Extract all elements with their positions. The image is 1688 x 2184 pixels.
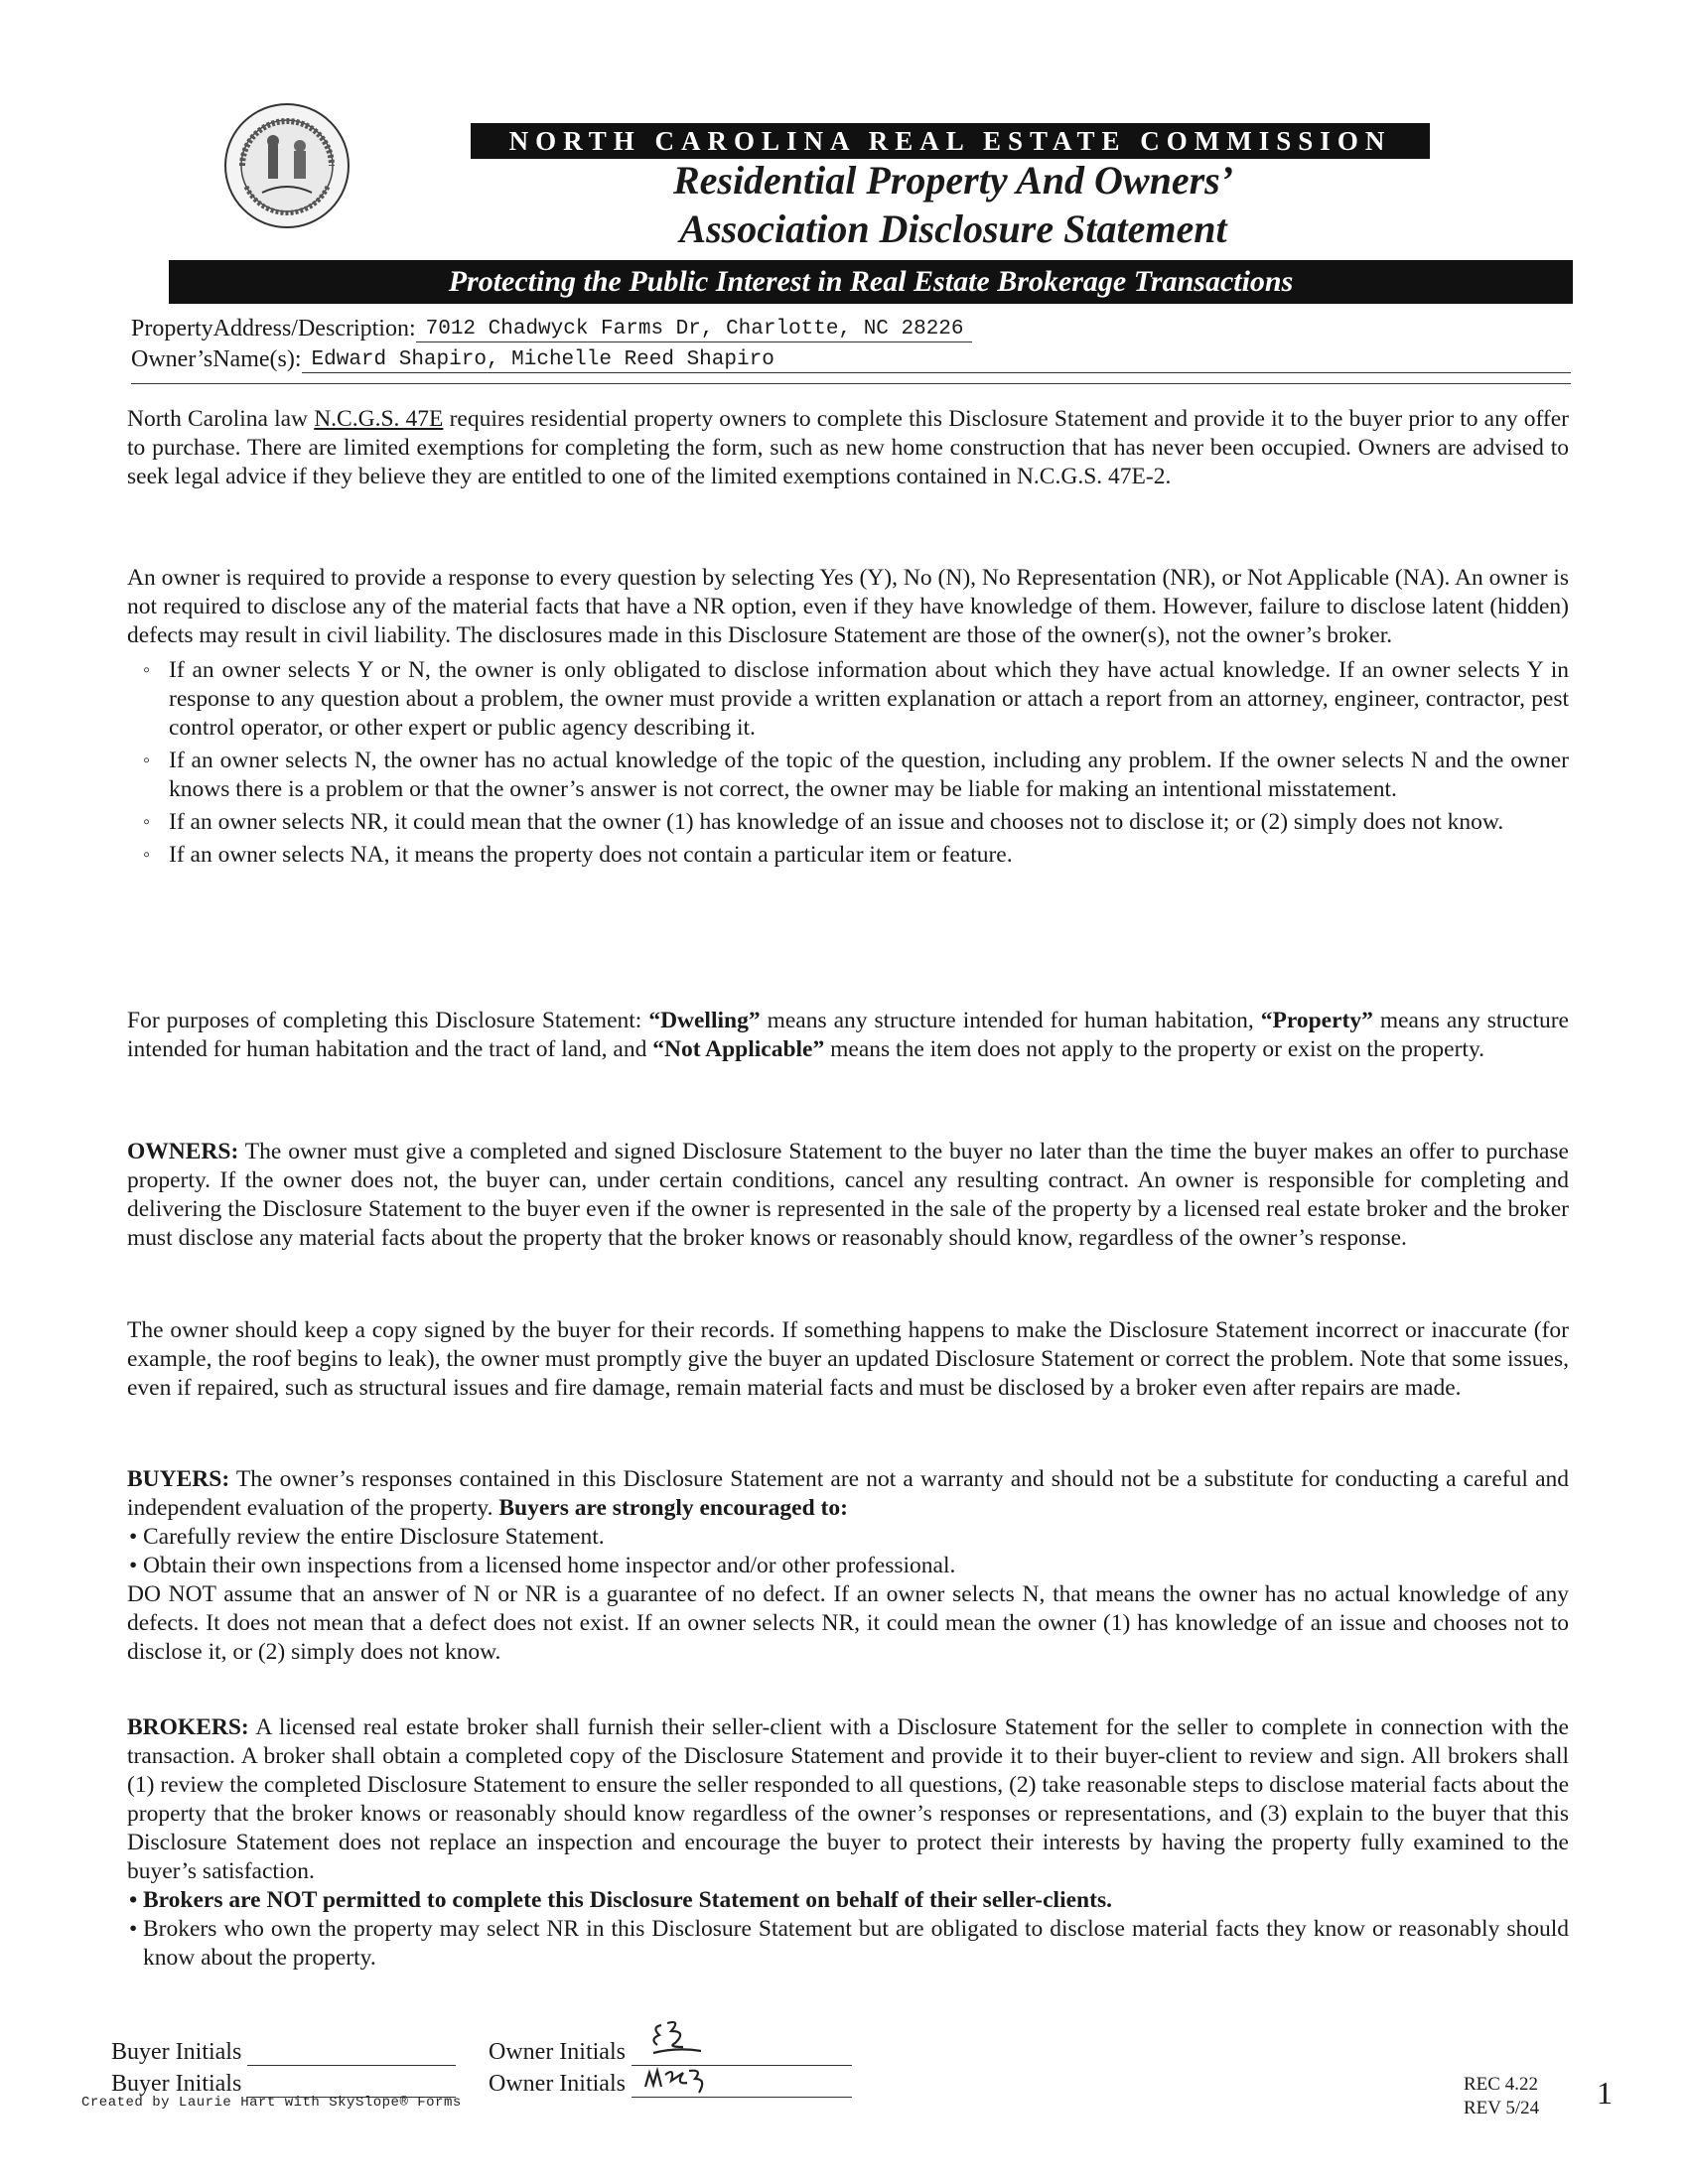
rec-number: REC 4.22 bbox=[1464, 2074, 1538, 2095]
list-item: ◦ If an owner selects Y or N, the owner is only obligated to disclose information about which they have actual knowledge. If an owner selects Y in response to any question about a problem, the owner must provide a written explanation or attach a report from an attorney, engineer, contractor, pest control operator, or other expert or public agency describing it. bbox=[169, 656, 1569, 743]
brokers-section bbox=[127, 1713, 1569, 1973]
list-item: • Obtain their own inspections from a licensed home inspector and/or other professional. bbox=[143, 1552, 1569, 1580]
nc-real-estate-commission-seal bbox=[222, 101, 352, 230]
statute-link[interactable]: N.C.G.S. 47E bbox=[314, 406, 444, 432]
buyer-initials-label: Buyer Initials bbox=[111, 2039, 242, 2065]
form-title-line1: Residential Property And Owners’ bbox=[672, 158, 1234, 203]
definitions-section bbox=[127, 1007, 1569, 1064]
brokers-list bbox=[127, 1886, 1569, 1973]
def-text: means any structure intended for human habitation, bbox=[760, 1008, 1261, 1033]
list-item: • Brokers are NOT permitted to complete this Disclosure Statement on behalf of their seller-clients. bbox=[143, 1886, 1569, 1915]
brokers-text: A licensed real estate broker shall furnish their seller-client with a Disclosure Statement for the seller to complete in connection with the transaction. A broker shall obtain a completed copy of the Disclosure Statement and provide it to their buyer-client to review and sign. All brokers shall (1) review the completed Disclosure Statement to ensure the seller responded to all questions, (2) take reasonable steps to disclose material facts about the property that the broker knows or reasonably should know regardless of the owner’s responses or representations, and (3) explain to the buyer that this Disclosure Statement does not replace an inspection and encourage the buyer to protect their interests by having the property fully examined to the buyer’s satisfaction. bbox=[127, 1714, 1569, 1884]
owners-paragraph-2: The owner should keep a copy signed by the buyer for their records. If something happens to make the Disclosure Statement incorrect or inaccurate (for example, the roof begins to leak), the owner must promptly give the buyer an updated Disclosure Statement or correct the problem. Note that some issues, even if repaired, such as structural issues and fire damage, remain material facts and must be disclosed by a broker even after repairs are made. bbox=[127, 1317, 1569, 1401]
commission-banner: NORTH CAROLINA REAL ESTATE COMMISSION bbox=[471, 123, 1430, 159]
divider bbox=[131, 383, 1571, 384]
owners-section bbox=[127, 1138, 1569, 1253]
buyers-paragraph-2: DO NOT assume that an answer of N or NR is a guarantee of no defect. If an owner selects N, that means the owner has no actual knowledge of any defects. It does not mean that a defect does not exist. If an owner selects NR, it could mean the owner (1) has knowledge of an issue and chooses not to disclose it, or (2) simply does not know. bbox=[127, 1581, 1569, 1665]
property-address-blank bbox=[972, 341, 1571, 342]
rev-date: REV 5/24 bbox=[1464, 2098, 1540, 2118]
owner-names-label: Owner’sName(s): bbox=[131, 346, 302, 372]
owner-initials-signature bbox=[647, 2017, 707, 2063]
owner-initials-label: Owner Initials bbox=[489, 2039, 626, 2065]
tagline-banner: Protecting the Public Interest in Real Estate Brokerage Transactions bbox=[169, 260, 1573, 304]
response-section bbox=[127, 564, 1569, 874]
def-term-not-applicable: “Not Applicable” bbox=[652, 1036, 825, 1062]
intro-section bbox=[127, 405, 1569, 491]
buyers-paragraph-1 bbox=[127, 1465, 1569, 1523]
list-item: • Brokers who own the property may select NR in this Disclosure Statement but are obligated to disclose material facts they know or reasonably should know about the property. bbox=[143, 1915, 1569, 1973]
owner-initials-row-2 bbox=[489, 2071, 852, 2098]
def-text: means the item does not apply to the property or exist on the property. bbox=[824, 1036, 1485, 1062]
buyer-initials-field[interactable] bbox=[247, 2039, 456, 2066]
buyer-initials-field[interactable] bbox=[247, 2071, 456, 2098]
buyer-initials-row-2 bbox=[111, 2071, 456, 2098]
intro-text: North Carolina law bbox=[127, 406, 315, 432]
def-term-property: “Property” bbox=[1260, 1008, 1373, 1033]
owner-names-blank bbox=[782, 371, 1571, 373]
owner-initials-field[interactable] bbox=[632, 2071, 852, 2098]
brokers-heading: BROKERS: bbox=[127, 1714, 249, 1740]
list-item: • Carefully review the entire Disclosure Statement. bbox=[143, 1523, 1569, 1552]
owner-names-row bbox=[131, 346, 1571, 373]
page-number: 1 bbox=[1597, 2075, 1613, 2111]
intro-text-cont: requires residential property owners to complete this Disclosure Statement and provide it to the buyer prior to any offer to purchase. There are limited exemptions for completing the form, such as new home construction that has never been occupied. Owners are advised to seek legal advice if they believe they are entitled to one of the limited exemptions contained in N.C.G.S. 47E-2. bbox=[127, 406, 1569, 489]
def-text: means any structure intended for human habitation and the tract of land, and bbox=[127, 1008, 1569, 1062]
intro-paragraph-1 bbox=[127, 405, 1569, 491]
owners-paragraph-1 bbox=[127, 1138, 1569, 1253]
property-address-row bbox=[131, 316, 1571, 342]
form-title-line2: Association Disclosure Statement bbox=[679, 206, 1227, 251]
created-by-note: Created by Laurie Hart with SkySlope® Forms bbox=[81, 2095, 462, 2111]
buyers-encouraged: Buyers are strongly encouraged to: bbox=[498, 1495, 848, 1521]
owners-text: The owner must give a completed and signed Disclosure Statement to the buyer no later than the time the buyer makes an offer to purchase property. If the owner does not, the buyer can, under certain conditions, cancel any resulting contract. An owner is responsible for completing and delivering the Disclosure Statement to the buyer even if the owner is represented in the sale of the property by a licensed real estate broker and the broker must disclose any material facts about the property that the broker knows or reasonably should know, regardless of the owner’s response. bbox=[127, 1139, 1569, 1251]
buyers-heading: BUYERS: bbox=[127, 1466, 230, 1492]
response-options-list bbox=[127, 656, 1569, 870]
def-text: For purposes of completing this Disclosure Statement: bbox=[127, 1008, 649, 1033]
buyers-text: The owner’s responses contained in this Disclosure Statement are not a warranty and should not be a substitute for conducting a careful and independent evaluation of the property. bbox=[127, 1466, 1569, 1521]
list-item: ◦ If an owner selects N, the owner has no actual knowledge of the topic of the question, including any problem. If the owner selects N and the owner knows there is a problem or that the owner’s answer is not correct, the owner may be liable for making an intentional misstatement. bbox=[169, 747, 1569, 804]
revision-info bbox=[1464, 2073, 1539, 2120]
def-term-dwelling: “Dwelling” bbox=[648, 1008, 761, 1033]
owners-update-section bbox=[127, 1316, 1569, 1403]
response-paragraph: An owner is required to provide a response to every question by selecting Yes (Y), No (N), No Representation (NR), or Not Applicable (NA). An owner is not required to disclose any of the material facts that have a NR option, even if they have knowledge of them. However, failure to disclose latent (hidden) defects may result in civil liability. The disclosures made in this Disclosure Statement are those of the owner(s), not the owner’s broker. bbox=[127, 565, 1569, 648]
owner-names-field[interactable]: Edward Shapiro, Michelle Reed Shapiro bbox=[302, 348, 782, 373]
definitions-paragraph bbox=[127, 1007, 1569, 1064]
owner-initials-signature bbox=[641, 2059, 721, 2097]
property-address-field[interactable]: 7012 Chadwyck Farms Dr, Charlotte, NC 28226 bbox=[416, 318, 972, 342]
owners-heading: OWNERS: bbox=[127, 1139, 239, 1164]
list-item: ◦ If an owner selects NR, it could mean that the owner (1) has knowledge of an issue and chooses not to disclose it; or (2) simply does not know. bbox=[169, 808, 1569, 837]
property-address-label: PropertyAddress/Description: bbox=[131, 316, 416, 341]
buyers-list bbox=[127, 1523, 1569, 1580]
buyer-initials-label: Buyer Initials bbox=[111, 2071, 242, 2097]
buyer-initials-row-1 bbox=[111, 2039, 456, 2066]
list-item: ◦ If an owner selects NA, it means the property does not contain a particular item or feature. bbox=[169, 841, 1569, 870]
brokers-paragraph bbox=[127, 1713, 1569, 1886]
buyers-section bbox=[127, 1465, 1569, 1667]
owner-initials-label: Owner Initials bbox=[489, 2071, 626, 2097]
